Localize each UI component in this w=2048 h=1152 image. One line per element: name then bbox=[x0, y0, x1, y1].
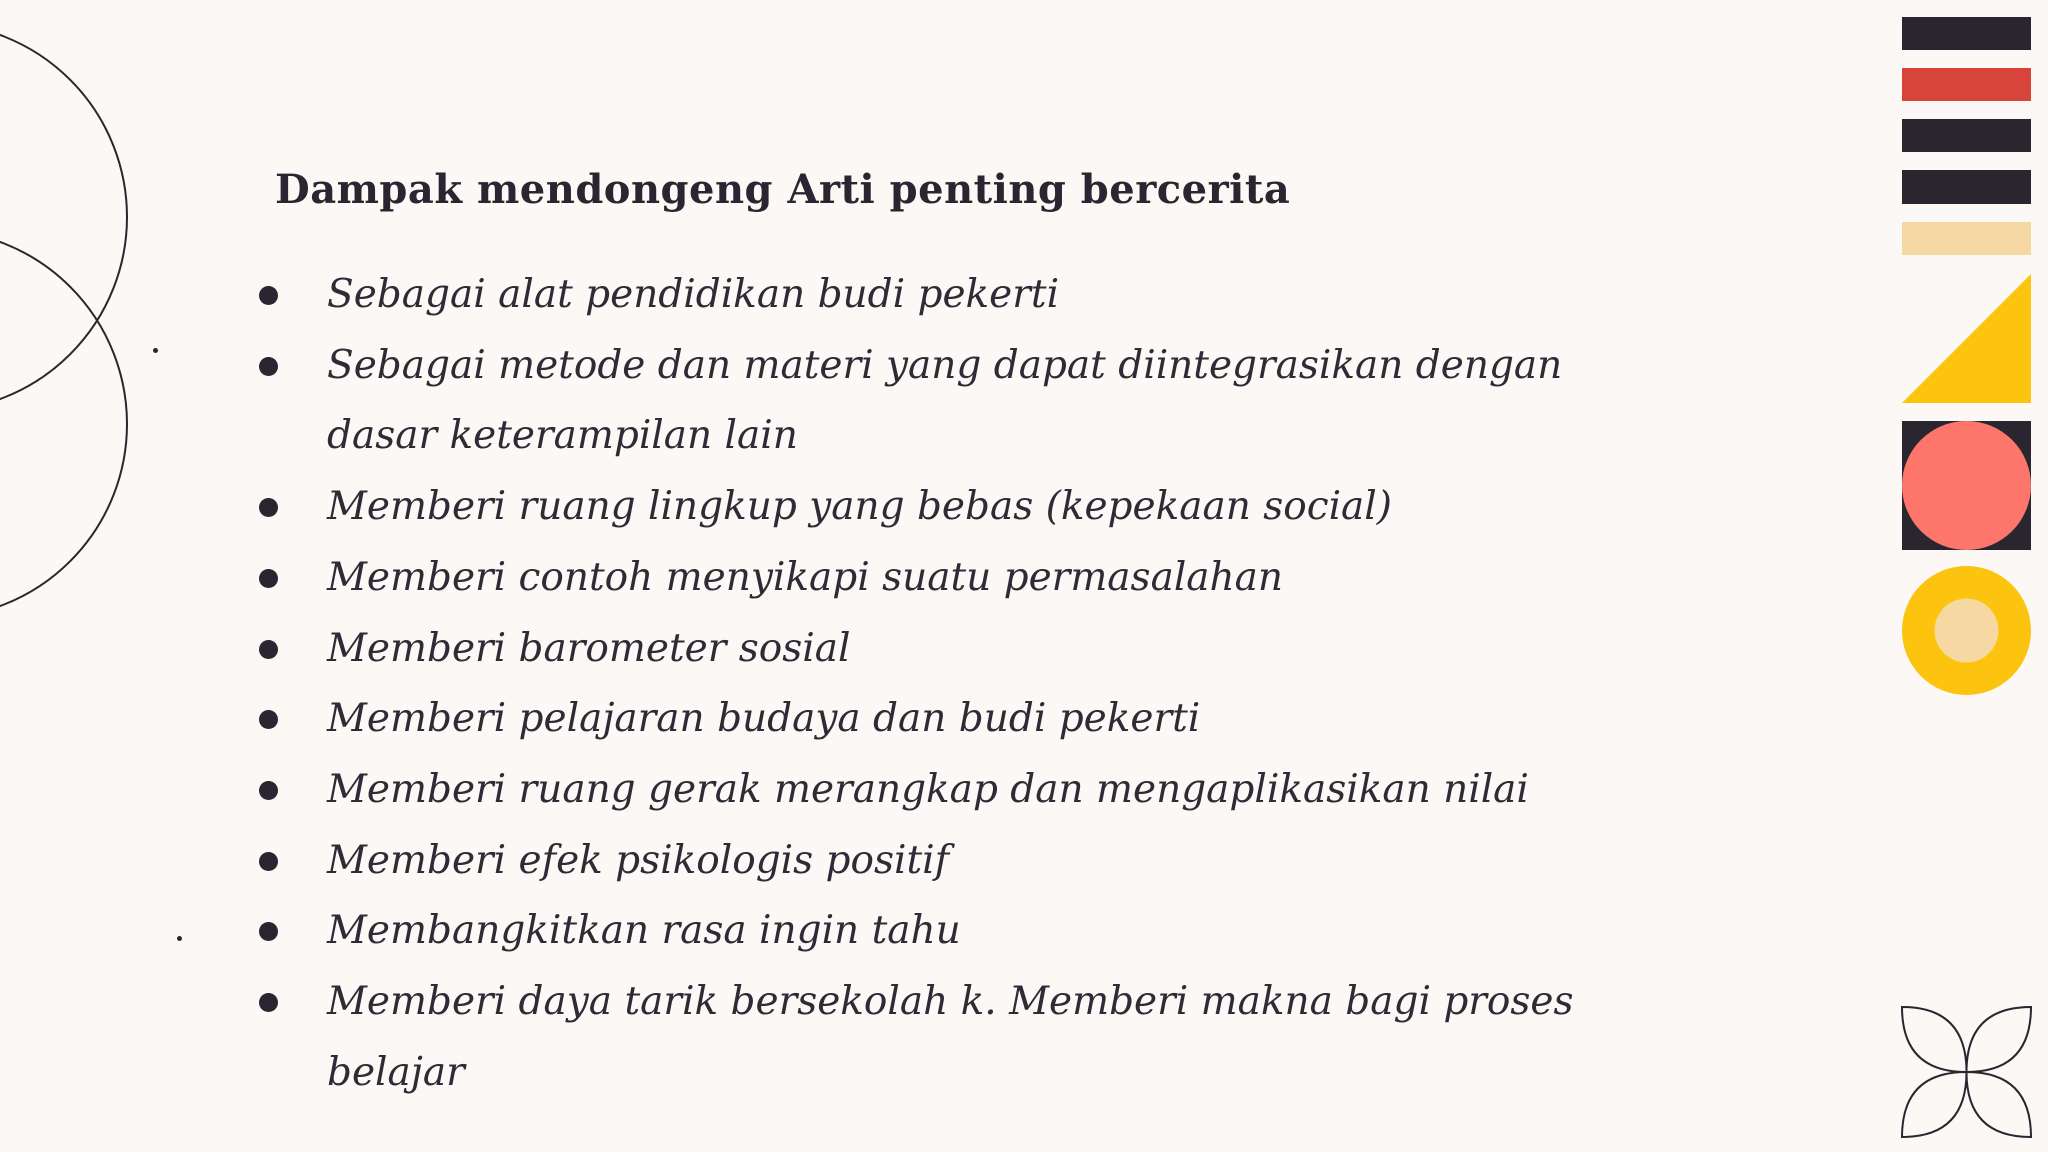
bullet-dot bbox=[259, 498, 278, 517]
list-item bbox=[0, 543, 1700, 614]
list-item bbox=[0, 896, 1700, 967]
bullet-list bbox=[0, 260, 1700, 1108]
bullet-dot bbox=[259, 569, 278, 588]
petal-flower-outline bbox=[1902, 1007, 2031, 1137]
bullet-dot bbox=[259, 357, 278, 376]
list-item bbox=[0, 331, 1700, 472]
list-item bbox=[0, 755, 1700, 826]
list-item-text: Sebagai alat pendidikan budi pekerti bbox=[327, 272, 1060, 317]
list-item bbox=[0, 967, 1700, 1108]
dark-stripe-3 bbox=[1902, 170, 2031, 204]
list-item bbox=[0, 260, 1700, 331]
dark-stripe-2 bbox=[1902, 119, 2031, 152]
list-item-text: Memberi daya tarik bersekolah k. Memberi makna bagi proses belajar bbox=[327, 979, 1574, 1095]
bullet-dot bbox=[259, 710, 278, 729]
dark-stripe-1 bbox=[1902, 17, 2031, 50]
list-item bbox=[0, 826, 1700, 897]
coral-circle bbox=[1902, 421, 2031, 550]
list-item-text: Sebagai metode dan materi yang dapat diintegrasikan dengan dasar keterampilan lain bbox=[327, 342, 1563, 459]
cream-stripe bbox=[1902, 222, 2031, 255]
list-item-text: Memberi barometer sosial bbox=[327, 625, 851, 671]
bullet-dot bbox=[259, 640, 278, 659]
list-item bbox=[0, 684, 1700, 755]
yellow-triangle bbox=[1902, 274, 2031, 403]
bullet-dot bbox=[259, 852, 278, 871]
list-item-text: Memberi ruang gerak merangkap dan mengaplikasikan nilai bbox=[327, 766, 1529, 812]
bullet-dot bbox=[259, 993, 278, 1012]
red-stripe bbox=[1902, 68, 2031, 101]
list-item-text: Membangkitkan rasa ingin tahu bbox=[327, 908, 961, 954]
bullet-dot bbox=[259, 922, 278, 941]
bullet-dot bbox=[259, 286, 278, 305]
bullet-dot bbox=[259, 781, 278, 800]
list-item-text: Memberi efek psikologis positif bbox=[327, 837, 950, 883]
list-item-text: Memberi contoh menyikapi suatu permasalahan bbox=[327, 554, 1284, 600]
list-item-text: Memberi pelajaran budaya dan budi pekerti bbox=[327, 696, 1201, 742]
list-item bbox=[0, 472, 1700, 543]
list-item-text: Memberi ruang lingkup yang bebas (kepekaan social) bbox=[327, 484, 1392, 530]
list-item bbox=[0, 614, 1700, 685]
slide-title: Dampak mendongeng Arti penting bercerita bbox=[275, 166, 1291, 213]
yellow-ring-inner bbox=[1935, 599, 1999, 663]
